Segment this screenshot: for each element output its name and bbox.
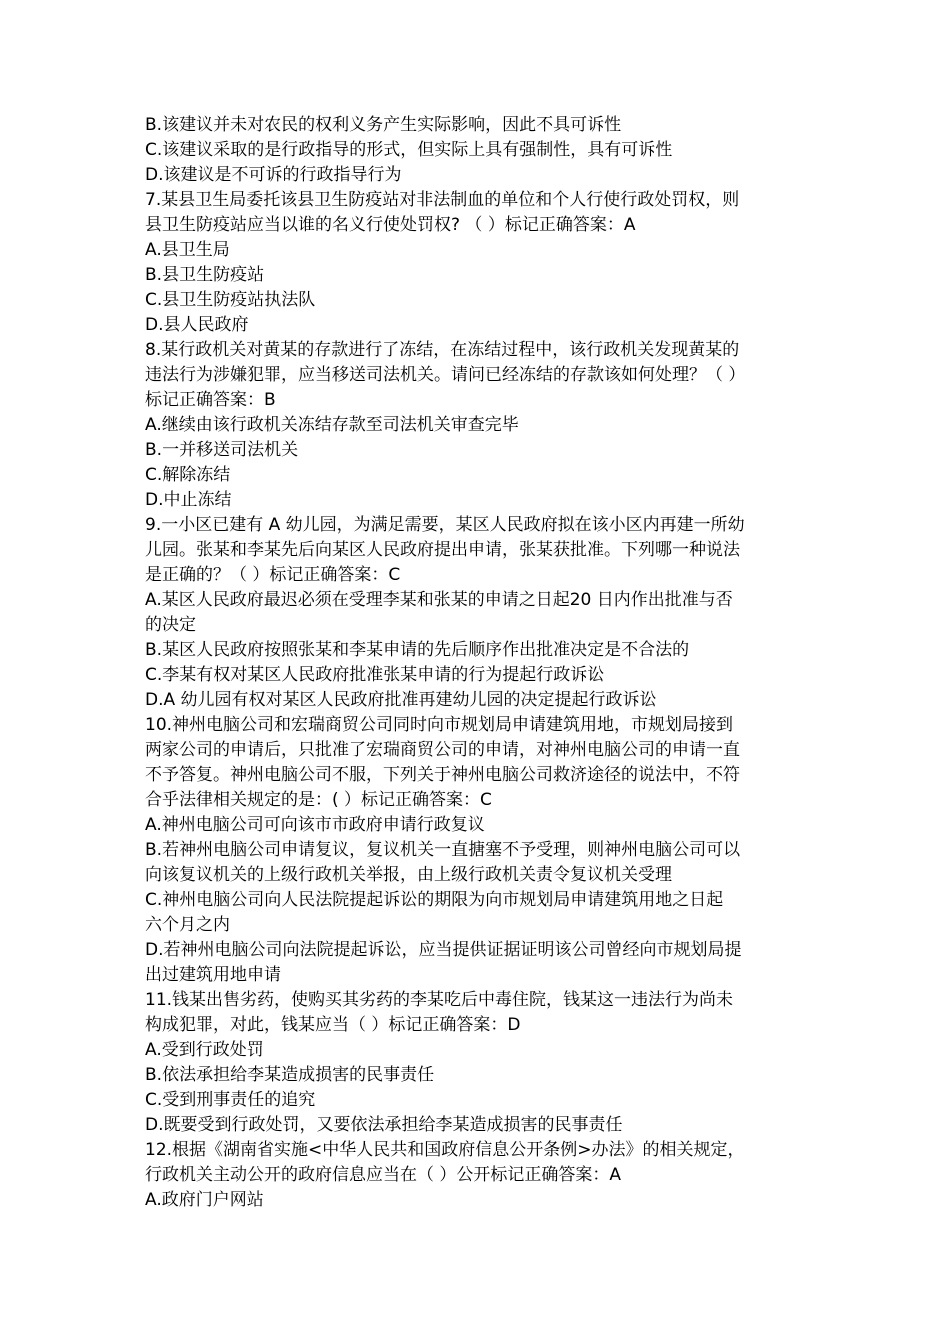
question-line: 儿园。张某和李某先后向某区人民政府提出申请，张某获批准。下列哪一种说法 [145,540,740,560]
question-line: 行政机关主动公开的政府信息应当在（ ）公开标记正确答案：A [145,1165,622,1185]
option-line: D.县人民政府 [145,315,249,335]
option-line: B.某区人民政府按照张某和李某申请的先后顺序作出批准决定是不合法的 [145,640,690,660]
option-line: B.县卫生防疫站 [145,265,265,285]
option-line: C.李某有权对某区人民政府批准张某申请的行为提起行政诉讼 [145,665,605,685]
question-line: 9.一小区已建有 A 幼儿园，为满足需要，某区人民政府拟在该小区内再建一所幼 [145,515,745,535]
option-line: D.该建议是不可诉的行政指导行为 [145,165,402,185]
question-line: 标记正确答案：B [145,390,276,410]
option-line: D.既要受到行政处罚，又要依法承担给李某造成损害的民事责任 [145,1115,623,1135]
option-line: 出过建筑用地申请 [145,965,281,985]
question-line: 构成犯罪，对此，钱某应当（ ）标记正确答案：D [145,1015,521,1035]
option-line: B.若神州电脑公司申请复议，复议机关一直搪塞不予受理，则神州电脑公司可以 [145,840,741,860]
option-line: C.受到刑事责任的追究 [145,1090,316,1110]
question-line: 11.钱某出售劣药，使购买其劣药的李某吃后中毒住院，钱某这一违法行为尚未 [145,990,734,1010]
document-body [145,113,813,1213]
question-line: 8.某行政机关对黄某的存款进行了冻结，在冻结过程中，该行政机关发现黄某的 [145,340,740,360]
option-line: 的决定 [145,615,196,635]
option-line: C.该建议采取的是行政指导的形式，但实际上具有强制性，具有可诉性 [145,140,673,160]
question-line: 违法行为涉嫌犯罪，应当移送司法机关。请问已经冻结的存款该如何处理？（ ） [145,365,746,385]
option-line: B.该建议并未对农民的权利义务产生实际影响，因此不具可诉性 [145,115,622,135]
option-line: A.神州电脑公司可向该市市政府申请行政复议 [145,815,485,835]
question-line: 合乎法律相关规定的是：( ）标记正确答案：C [145,790,492,810]
option-line: A.继续由该行政机关冻结存款至司法机关审查完毕 [145,415,519,435]
question-line: 12.根据《湖南省实施<中华人民共和国政府信息公开条例>办法》的相关规定， [145,1140,745,1160]
option-line: D.中止冻结 [145,490,232,510]
question-line: 10.神州电脑公司和宏瑞商贸公司同时向市规划局申请建筑用地，市规划局接到 [145,715,734,735]
option-line: C.县卫生防疫站执法队 [145,290,316,310]
question-line: 7.某县卫生局委托该县卫生防疫站对非法制血的单位和个人行使行政处罚权，则 [145,190,740,210]
option-line: B.一并移送司法机关 [145,440,299,460]
option-line: A.受到行政处罚 [145,1040,264,1060]
option-line: C.解除冻结 [145,465,231,485]
option-line: A.政府门户网站 [145,1190,264,1210]
option-line: D.若神州电脑公司向法院提起诉讼，应当提供证据证明该公司曾经向市规划局提 [145,940,742,960]
option-line: 向该复议机关的上级行政机关举报，由上级行政机关责令复议机关受理 [145,865,672,885]
question-line: 是正确的？（ ）标记正确答案：C [145,565,401,585]
question-line: 不予答复。神州电脑公司不服，下列关于神州电脑公司救济途径的说法中，不符 [145,765,740,785]
question-line: 县卫生防疫站应当以谁的名义行使处罚权? （ ）标记正确答案：A [145,215,636,235]
option-line: A.县卫生局 [145,240,230,260]
option-line: B.依法承担给李某造成损害的民事责任 [145,1065,435,1085]
option-line: 六个月之内 [145,915,230,935]
question-line: 两家公司的申请后，只批准了宏瑞商贸公司的申请，对神州电脑公司的申请一直 [145,740,740,760]
option-line: D.A 幼儿园有权对某区人民政府批准再建幼儿园的决定提起行政诉讼 [145,690,657,710]
option-line: A.某区人民政府最迟必须在受理李某和张某的申请之日起20 日内作出批准与否 [145,590,733,610]
option-line: C.神州电脑公司向人民法院提起诉讼的期限为向市规划局申请建筑用地之日起 [145,890,724,910]
